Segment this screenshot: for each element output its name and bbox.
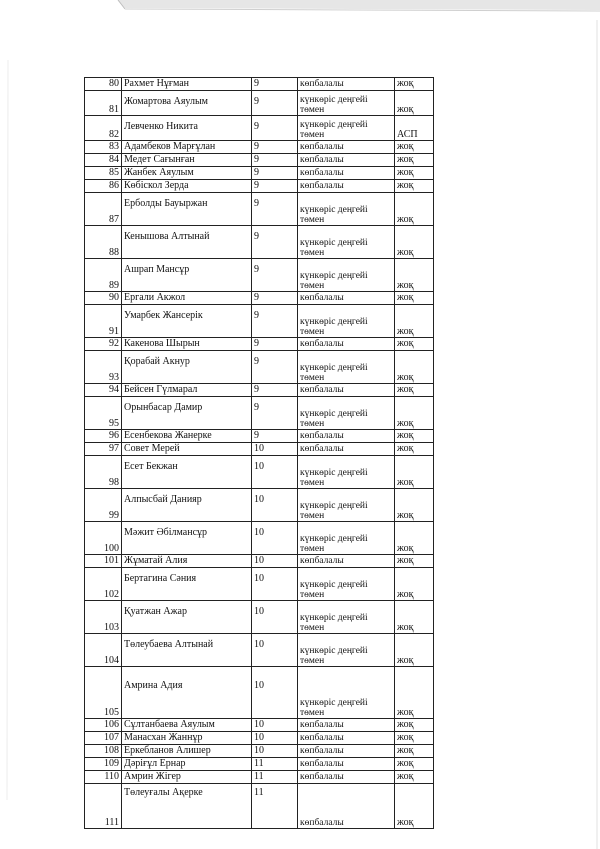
- table-row: [85, 456, 434, 489]
- row-number: 85: [85, 167, 122, 180]
- note-cell: жоқ: [395, 180, 434, 193]
- grade-cell: 9: [252, 167, 298, 180]
- student-name: Бейсен Гүлмарал: [122, 384, 252, 397]
- note-cell: жоқ: [395, 489, 434, 522]
- student-name: Медет Сағынған: [122, 154, 252, 167]
- student-name: Амрина Адия: [122, 667, 252, 719]
- note-cell: жоқ: [395, 771, 434, 784]
- row-number: 102: [85, 568, 122, 601]
- student-list-body: [85, 78, 434, 829]
- row-number: 96: [85, 430, 122, 443]
- student-name: Есенбекова Жанерке: [122, 430, 252, 443]
- grade-cell: 10: [252, 555, 298, 568]
- table-row: [85, 384, 434, 397]
- student-name: Амрин Жігер: [122, 771, 252, 784]
- student-name: Орынбасар Дамир: [122, 397, 252, 430]
- student-name: Қуатжан Ажар: [122, 601, 252, 634]
- row-number: 108: [85, 745, 122, 758]
- table-row: [85, 78, 434, 91]
- note-cell: АСП: [395, 116, 434, 141]
- grade-cell: 11: [252, 784, 298, 829]
- student-name: Еркебланов Алишер: [122, 745, 252, 758]
- family-status: күнкөріс деңгейі төмен: [298, 226, 395, 259]
- note-cell: жоқ: [395, 601, 434, 634]
- family-status: күнкөріс деңгейі төмен: [298, 489, 395, 522]
- table-row: [85, 489, 434, 522]
- row-number: 91: [85, 305, 122, 338]
- grade-cell: 9: [252, 193, 298, 226]
- note-cell: жоқ: [395, 745, 434, 758]
- table-row: [85, 771, 434, 784]
- grade-cell: 9: [252, 78, 298, 91]
- family-status: көпбалалы: [298, 338, 395, 351]
- table-row: [85, 91, 434, 116]
- student-name: Жұматай Алия: [122, 555, 252, 568]
- student-list-table: [84, 77, 434, 829]
- note-cell: жоқ: [395, 141, 434, 154]
- student-name: Какенова Шырын: [122, 338, 252, 351]
- family-status: көпбалалы: [298, 167, 395, 180]
- note-cell: жоқ: [395, 91, 434, 116]
- row-number: 95: [85, 397, 122, 430]
- family-status: күнкөріс деңгейі төмен: [298, 193, 395, 226]
- family-status: көпбалалы: [298, 771, 395, 784]
- student-name: Совет Мерей: [122, 443, 252, 456]
- grade-cell: 9: [252, 154, 298, 167]
- grade-cell: 9: [252, 180, 298, 193]
- family-status: күнкөріс деңгейі төмен: [298, 397, 395, 430]
- student-name: Ергали Акжол: [122, 292, 252, 305]
- table-row: [85, 745, 434, 758]
- student-name: Мәжит Әбілмансұр: [122, 522, 252, 555]
- student-name: Левченко Никита: [122, 116, 252, 141]
- grade-cell: 10: [252, 443, 298, 456]
- student-name: Алпысбай Данияр: [122, 489, 252, 522]
- family-status: күнкөріс деңгейі төмен: [298, 634, 395, 667]
- grade-cell: 9: [252, 226, 298, 259]
- table-row: [85, 116, 434, 141]
- family-status: көпбалалы: [298, 784, 395, 829]
- table-row: [85, 667, 434, 719]
- row-number: 82: [85, 116, 122, 141]
- note-cell: жоқ: [395, 338, 434, 351]
- grade-cell: 9: [252, 397, 298, 430]
- table-row: [85, 167, 434, 180]
- row-number: 107: [85, 732, 122, 745]
- row-number: 84: [85, 154, 122, 167]
- student-name: Адамбеков Марғұлан: [122, 141, 252, 154]
- table-row: [85, 397, 434, 430]
- table-row: [85, 634, 434, 667]
- note-cell: жоқ: [395, 568, 434, 601]
- table-row: [85, 443, 434, 456]
- note-cell: жоқ: [395, 667, 434, 719]
- family-status: көпбалалы: [298, 292, 395, 305]
- table-row: [85, 338, 434, 351]
- note-cell: жоқ: [395, 719, 434, 732]
- grade-cell: 9: [252, 305, 298, 338]
- student-name: Төлеубаева Алтынай: [122, 634, 252, 667]
- family-status: күнкөріс деңгейі төмен: [298, 667, 395, 719]
- student-name: Ерболды Бауыржан: [122, 193, 252, 226]
- grade-cell: 11: [252, 758, 298, 771]
- student-name: Жомартова Аяулым: [122, 91, 252, 116]
- table-row: [85, 732, 434, 745]
- row-number: 109: [85, 758, 122, 771]
- family-status: күнкөріс деңгейі төмен: [298, 91, 395, 116]
- note-cell: жоқ: [395, 154, 434, 167]
- table-row: [85, 180, 434, 193]
- grade-cell: 9: [252, 430, 298, 443]
- table-row: [85, 719, 434, 732]
- grade-cell: 10: [252, 522, 298, 555]
- note-cell: жоқ: [395, 167, 434, 180]
- note-cell: жоқ: [395, 384, 434, 397]
- row-number: 97: [85, 443, 122, 456]
- row-number: 110: [85, 771, 122, 784]
- family-status: күнкөріс деңгейі төмен: [298, 568, 395, 601]
- note-cell: жоқ: [395, 758, 434, 771]
- family-status: күнкөріс деңгейі төмен: [298, 116, 395, 141]
- note-cell: жоқ: [395, 292, 434, 305]
- table-row: [85, 758, 434, 771]
- grade-cell: 10: [252, 667, 298, 719]
- table-row: [85, 141, 434, 154]
- note-cell: жоқ: [395, 259, 434, 292]
- table-row: [85, 601, 434, 634]
- student-name: Бертагина Сәния: [122, 568, 252, 601]
- note-cell: жоқ: [395, 784, 434, 829]
- note-cell: жоқ: [395, 226, 434, 259]
- grade-cell: 9: [252, 116, 298, 141]
- grade-cell: 9: [252, 91, 298, 116]
- table-row: [85, 555, 434, 568]
- row-number: 86: [85, 180, 122, 193]
- row-number: 94: [85, 384, 122, 397]
- row-number: 83: [85, 141, 122, 154]
- family-status: көпбалалы: [298, 141, 395, 154]
- grade-cell: 10: [252, 634, 298, 667]
- row-number: 99: [85, 489, 122, 522]
- family-status: көпбалалы: [298, 154, 395, 167]
- row-number: 105: [85, 667, 122, 719]
- note-cell: жоқ: [395, 443, 434, 456]
- table-row: [85, 226, 434, 259]
- row-number: 103: [85, 601, 122, 634]
- row-number: 89: [85, 259, 122, 292]
- family-status: күнкөріс деңгейі төмен: [298, 259, 395, 292]
- note-cell: жоқ: [395, 456, 434, 489]
- note-cell: жоқ: [395, 305, 434, 338]
- grade-cell: 10: [252, 732, 298, 745]
- family-status: көпбалалы: [298, 430, 395, 443]
- note-cell: жоқ: [395, 522, 434, 555]
- note-cell: жоқ: [395, 634, 434, 667]
- grade-cell: 9: [252, 292, 298, 305]
- table-row: [85, 522, 434, 555]
- row-number: 92: [85, 338, 122, 351]
- row-number: 100: [85, 522, 122, 555]
- family-status: күнкөріс деңгейі төмен: [298, 522, 395, 555]
- grade-cell: 9: [252, 384, 298, 397]
- student-name: Рахмет Нұғман: [122, 78, 252, 91]
- row-number: 106: [85, 719, 122, 732]
- student-name: Манасхан Жаннұр: [122, 732, 252, 745]
- student-name: Умарбек Жансерік: [122, 305, 252, 338]
- grade-cell: 9: [252, 141, 298, 154]
- note-cell: жоқ: [395, 555, 434, 568]
- family-status: көпбалалы: [298, 745, 395, 758]
- table-row: [85, 259, 434, 292]
- row-number: 90: [85, 292, 122, 305]
- student-name: Дәріғұл Ернар: [122, 758, 252, 771]
- grade-cell: 10: [252, 719, 298, 732]
- row-number: 111: [85, 784, 122, 829]
- grade-cell: 10: [252, 745, 298, 758]
- grade-cell: 10: [252, 568, 298, 601]
- note-cell: жоқ: [395, 732, 434, 745]
- family-status: көпбалалы: [298, 443, 395, 456]
- note-cell: жоқ: [395, 397, 434, 430]
- grade-cell: 9: [252, 338, 298, 351]
- family-status: көпбалалы: [298, 732, 395, 745]
- table-row: [85, 430, 434, 443]
- table-row: [85, 568, 434, 601]
- row-number: 104: [85, 634, 122, 667]
- student-name: Кенышова Алтынай: [122, 226, 252, 259]
- table-row: [85, 292, 434, 305]
- note-cell: жоқ: [395, 430, 434, 443]
- grade-cell: 10: [252, 456, 298, 489]
- family-status: көпбалалы: [298, 384, 395, 397]
- row-number: 87: [85, 193, 122, 226]
- note-cell: жоқ: [395, 78, 434, 91]
- family-status: күнкөріс деңгейі төмен: [298, 456, 395, 489]
- family-status: күнкөріс деңгейі төмен: [298, 305, 395, 338]
- student-name: Ашрап Мансұр: [122, 259, 252, 292]
- grade-cell: 10: [252, 601, 298, 634]
- table-row: [85, 784, 434, 829]
- family-status: күнкөріс деңгейі төмен: [298, 351, 395, 384]
- grade-cell: 9: [252, 259, 298, 292]
- student-name: Жанбек Аяулым: [122, 167, 252, 180]
- family-status: күнкөріс деңгейі төмен: [298, 601, 395, 634]
- student-name: Төлеуғалы Ақерке: [122, 784, 252, 829]
- family-status: көпбалалы: [298, 719, 395, 732]
- family-status: көпбалалы: [298, 555, 395, 568]
- row-number: 88: [85, 226, 122, 259]
- table-row: [85, 193, 434, 226]
- row-number: 81: [85, 91, 122, 116]
- row-number: 93: [85, 351, 122, 384]
- row-number: 80: [85, 78, 122, 91]
- note-cell: жоқ: [395, 351, 434, 384]
- table-row: [85, 351, 434, 384]
- row-number: 101: [85, 555, 122, 568]
- note-cell: жоқ: [395, 193, 434, 226]
- student-name: Сұлтанбаева Аяулым: [122, 719, 252, 732]
- student-name: Қорабай Акнур: [122, 351, 252, 384]
- family-status: көпбалалы: [298, 758, 395, 771]
- grade-cell: 11: [252, 771, 298, 784]
- grade-cell: 9: [252, 351, 298, 384]
- student-name: Көбіскол Зерда: [122, 180, 252, 193]
- family-status: көпбалалы: [298, 78, 395, 91]
- grade-cell: 10: [252, 489, 298, 522]
- table-row: [85, 154, 434, 167]
- table-row: [85, 305, 434, 338]
- student-name: Есет Бекжан: [122, 456, 252, 489]
- row-number: 98: [85, 456, 122, 489]
- family-status: көпбалалы: [298, 180, 395, 193]
